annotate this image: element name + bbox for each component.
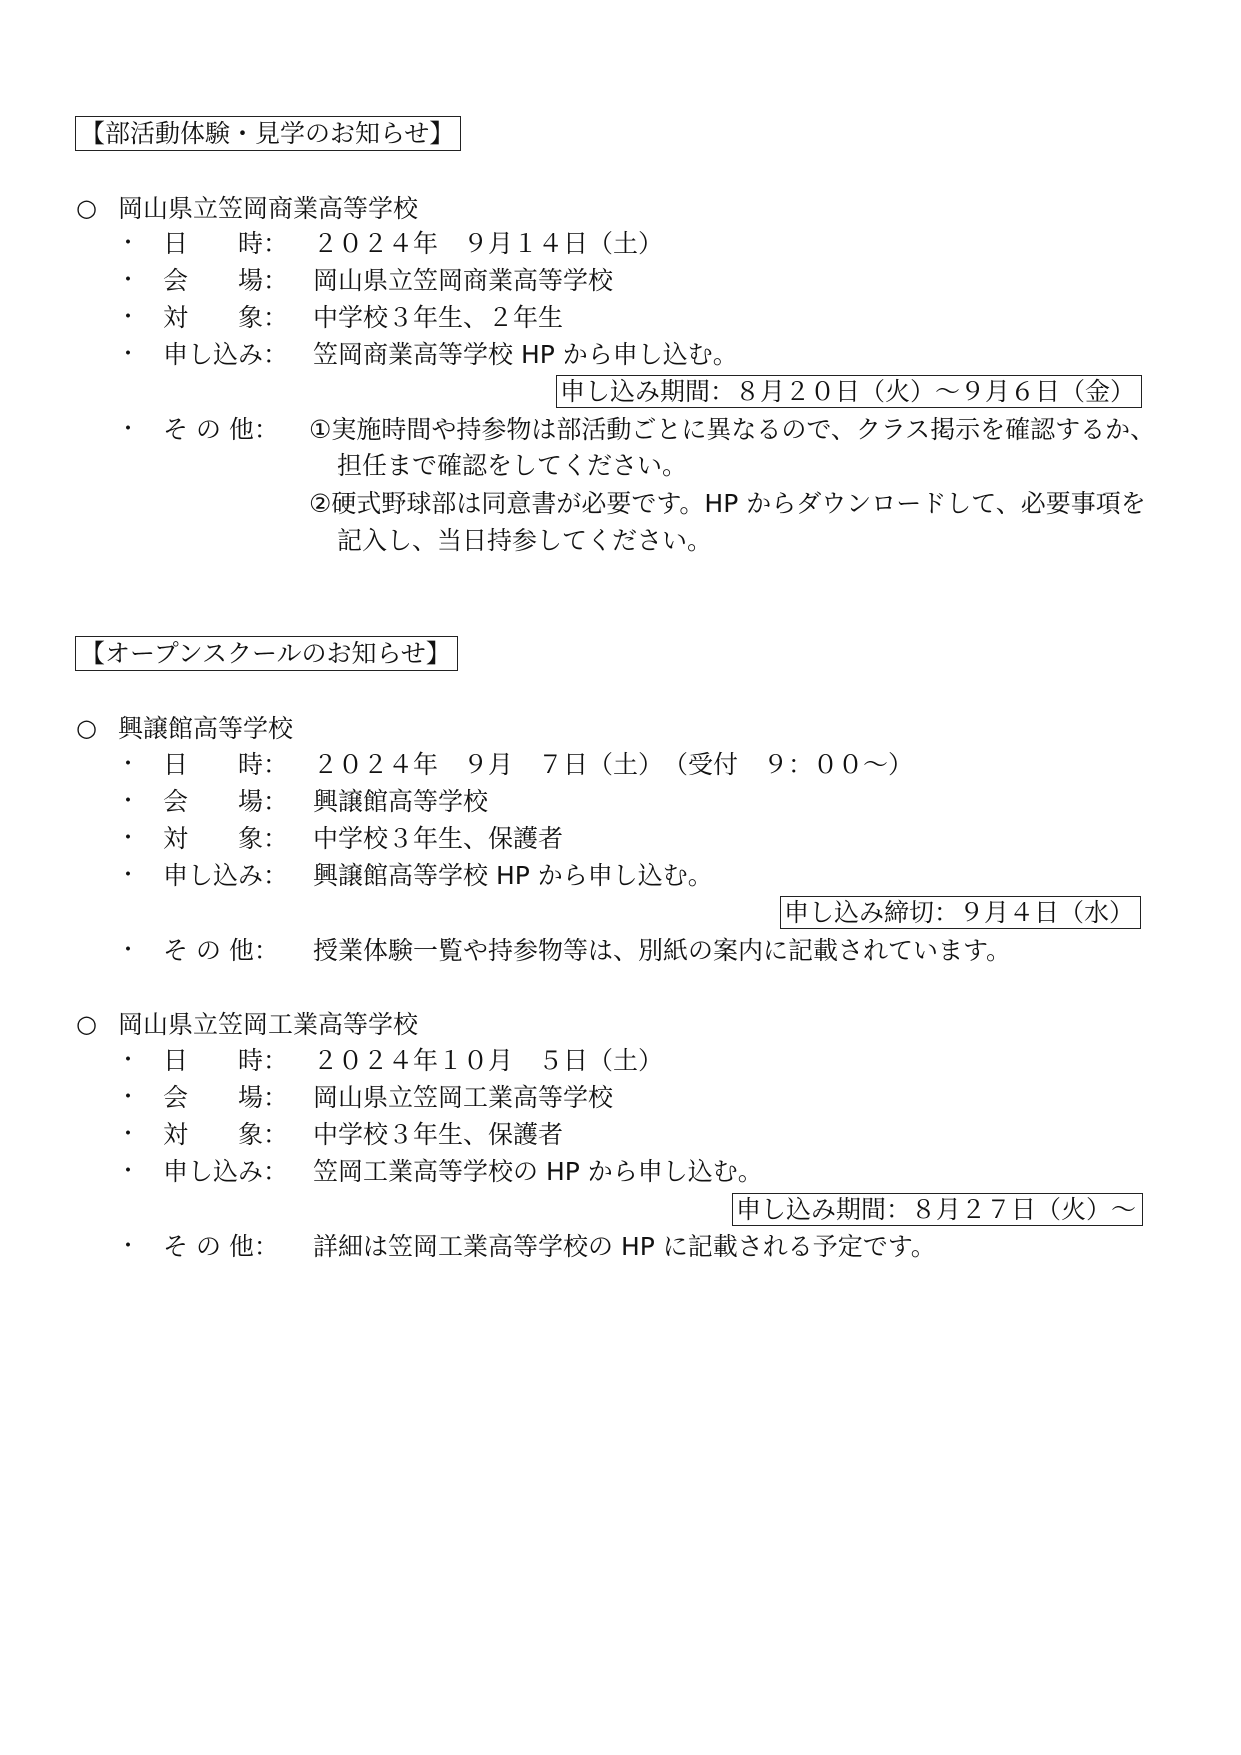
bullet-dot-icon: ・: [117, 1085, 140, 1110]
other-line: ①実施時間や持参物は部活動ごとに異なるので、クラス掲示を確認するか、: [309, 415, 1156, 444]
row-label-other: そ の 他：: [163, 415, 279, 444]
row-label-date: 日 時：: [163, 229, 289, 258]
row-label-venue: 会 場：: [163, 787, 289, 816]
circle-bullet-icon: ○: [76, 714, 97, 742]
bullet-dot-icon: ・: [117, 863, 140, 888]
bullet-dot-icon: ・: [117, 826, 140, 851]
row-label-other: そ の 他：: [163, 1232, 279, 1261]
bullet-dot-icon: ・: [117, 1122, 140, 1147]
row-label-date: 日 時：: [163, 750, 289, 779]
row-label-venue: 会 場：: [163, 266, 289, 295]
boxed-note-period: 申し込み期間：８月２０日（火）～９月６日（金）: [556, 375, 1142, 408]
circle-bullet-icon: ○: [76, 1010, 97, 1038]
school-title: 興譲館高等学校: [118, 714, 294, 743]
row-label-apply: 申し込み：: [163, 1157, 289, 1186]
bullet-dot-icon: ・: [117, 231, 140, 256]
row-label-target: 対 象：: [163, 824, 289, 853]
bullet-dot-icon: ・: [117, 268, 140, 293]
boxed-note-deadline: 申し込み締切：９月４日（水）: [780, 896, 1141, 929]
row-value-venue: 岡山県立笠岡商業高等学校: [313, 266, 614, 295]
row-label-target: 対 象：: [163, 303, 289, 332]
other-line: ②硬式野球部は同意書が必要です。HP からダウンロードして、必要事項を: [309, 489, 1146, 518]
bullet-dot-icon: ・: [117, 1048, 140, 1073]
bullet-dot-icon: ・: [117, 1159, 140, 1184]
row-value-target: 中学校３年生、２年生: [313, 303, 564, 332]
row-label-target: 対 象：: [163, 1120, 289, 1149]
bullet-dot-icon: ・: [117, 789, 140, 814]
bullet-dot-icon: ・: [117, 417, 140, 442]
row-label-other: そ の 他：: [163, 936, 279, 965]
section-header-club: 【部活動体験・見学のお知らせ】: [75, 116, 461, 151]
other-line: 担任まで確認をしてください。: [337, 451, 688, 480]
row-value-apply: 興譲館高等学校 HP から申し込む。: [313, 861, 713, 890]
row-value-date: ２０２４年１０月 ５日（土）: [313, 1046, 664, 1075]
bullet-dot-icon: ・: [117, 752, 140, 777]
row-label-apply: 申し込み：: [163, 861, 289, 890]
boxed-note-period: 申し込み期間：８月２７日（火）～: [732, 1193, 1143, 1226]
row-value-apply: 笠岡商業高等学校 HP から申し込む。: [313, 340, 738, 369]
row-value-date: ２０２４年 ９月１４日（土）: [313, 229, 664, 258]
bullet-dot-icon: ・: [117, 938, 140, 963]
bullet-dot-icon: ・: [117, 342, 140, 367]
bullet-dot-icon: ・: [117, 1234, 140, 1259]
row-value-apply: 笠岡工業高等学校の HP から申し込む。: [313, 1157, 763, 1186]
school-title: 岡山県立笠岡商業高等学校: [118, 194, 419, 223]
other-line: 授業体験一覧や持参物等は、別紙の案内に記載されています。: [313, 936, 1012, 965]
row-value-venue: 興譲館高等学校: [313, 787, 489, 816]
row-value-target: 中学校３年生、保護者: [313, 824, 564, 853]
school-title: 岡山県立笠岡工業高等学校: [118, 1010, 419, 1039]
row-label-venue: 会 場：: [163, 1083, 289, 1112]
row-value-target: 中学校３年生、保護者: [313, 1120, 564, 1149]
other-line: 記入し、当日持参してください。: [337, 526, 713, 555]
bullet-dot-icon: ・: [117, 305, 140, 330]
row-value-date: ２０２４年 ９月 ７日（土） （受付 ９：００～）: [313, 750, 914, 779]
row-label-apply: 申し込み：: [163, 340, 289, 369]
row-value-venue: 岡山県立笠岡工業高等学校: [313, 1083, 614, 1112]
other-line: 詳細は笠岡工業高等学校の HP に記載される予定です。: [313, 1232, 936, 1261]
section-header-open-school: 【オープンスクールのお知らせ】: [75, 636, 458, 671]
row-label-date: 日 時：: [163, 1046, 289, 1075]
circle-bullet-icon: ○: [76, 194, 97, 222]
